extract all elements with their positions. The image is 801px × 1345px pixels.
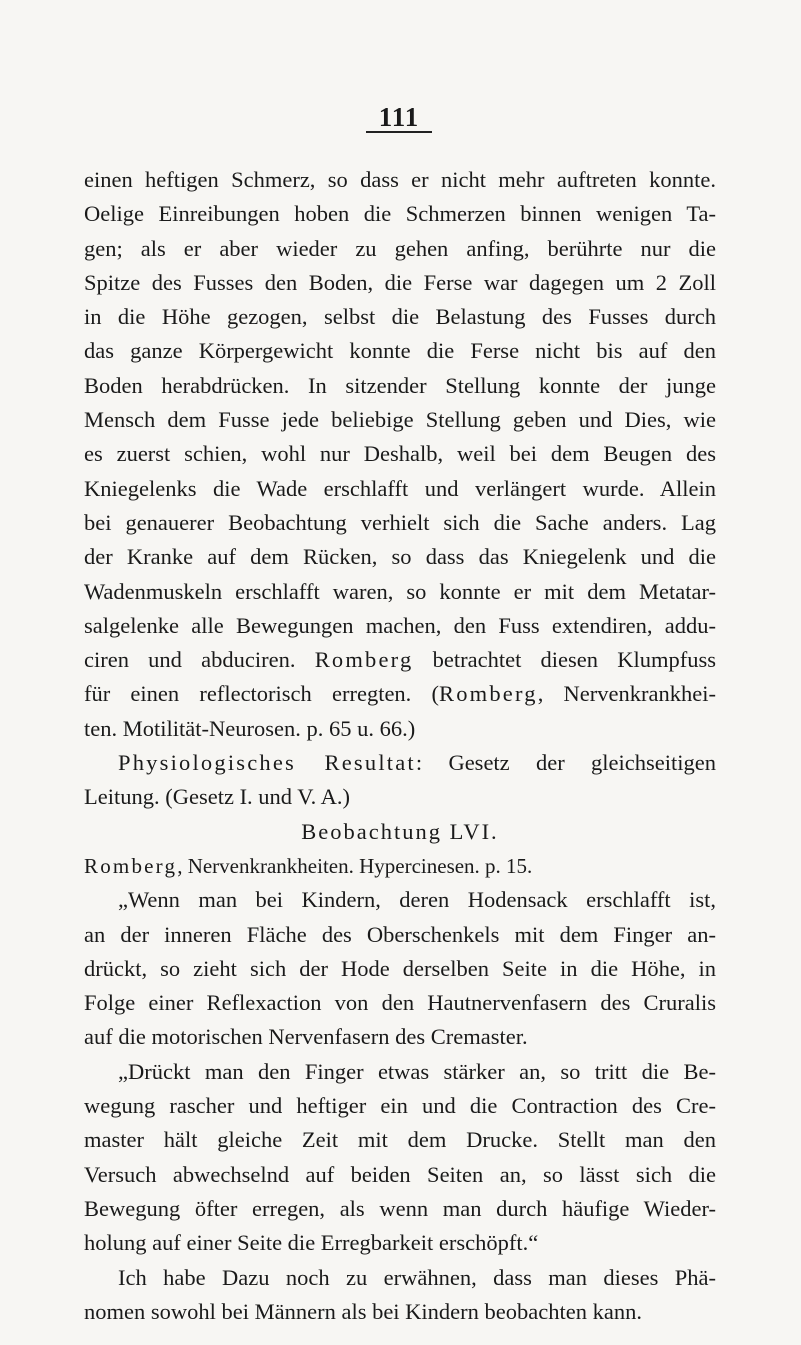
text-segment: betrachtet diesen Klumpfuss (413, 647, 716, 673)
text-line: Wadenmuskeln erschlafft waren, so konnte er mit dem Metatar- (84, 578, 716, 604)
text-line (84, 746, 716, 780)
result-label: Physiologisches Resultat (118, 750, 416, 776)
quote-line: holung auf einer Seite die Erregbarkeit erschöpft.“ (84, 1230, 539, 1256)
text-line: gen; als er aber wieder zu gehen anfing, berührte nur die (84, 235, 716, 261)
text-line: es zuerst schien, wohl nur Deshalb, weil bei dem Beugen des (84, 441, 716, 467)
text-segment: : Gesetz der gleichseitigen (415, 750, 716, 776)
text-line: Ich habe Dazu noch zu erwähnen, dass man dieses Phä- (118, 1264, 716, 1290)
text-segment: ciren und abduciren. (84, 647, 315, 673)
text-line: einen heftigen Schmerz, so dass er nicht mehr auftreten konnte. (84, 167, 716, 192)
text-line: der Kranke auf dem Rücken, so dass das Kniegelenk und die (84, 544, 716, 570)
quote-line: auf die motorischen Nervenfasern des Cremaster. (84, 1024, 528, 1050)
text-line: bei genauerer Beobachtung verhielt sich die Sache anders. Lag (84, 509, 716, 535)
quote-line: an der inneren Fläche des Oberschenkels mit dem Finger an- (84, 921, 716, 947)
text-line: Kniegelenks die Wade erschlafft und verlängert wurde. Allein (84, 475, 716, 501)
text-line (84, 643, 716, 677)
text-segment: , Nervenkrankhei- (537, 681, 716, 707)
text-line: Oelige Einreibungen hoben die Schmerzen binnen wenigen Ta- (84, 201, 716, 227)
page-number: 111 (366, 103, 432, 133)
text-line: Spitze des Fusses den Boden, die Ferse war dagegen um 2 Zoll (84, 269, 716, 295)
observation-heading: Beobachtung LVI. (301, 818, 499, 844)
text-line: salgelenke alle Bewegungen machen, den Fuss extendiren, addu- (84, 612, 716, 638)
text-line: nomen sowohl bei Männern als bei Kindern beobachten kann. (84, 1298, 642, 1324)
quote-line: „Wenn man bei Kindern, deren Hodensack erschlafft ist, (118, 887, 716, 913)
text-line: in die Höhe gezogen, selbst die Belastung des Fusses durch (84, 304, 716, 330)
author-name: Romberg (314, 647, 414, 673)
quote-line: Bewegung öfter erregen, als wenn man durch häufige Wieder- (84, 1195, 716, 1221)
author-name: Romberg (439, 681, 538, 707)
quote-line: Versuch abwechselnd auf beiden Seiten an, so lässt sich die (84, 1161, 716, 1187)
text-line: ten. Motilität-Neurosen. p. 65 u. 66.) (84, 715, 416, 741)
quote-line: „Drückt man den Finger etwas stärker an, so tritt die Be- (118, 1058, 716, 1084)
quote-line: Folge einer Reflexaction von den Hautnervenfasern des Cruralis (84, 990, 716, 1016)
text-line: das ganze Körpergewicht konnte die Ferse nicht bis auf den (84, 338, 716, 364)
quote-line: wegung rascher und heftiger ein und die Contraction des Cre- (84, 1093, 716, 1119)
author-name: Romberg (84, 853, 178, 878)
quote-line: master hält gleiche Zeit mit dem Drucke. Stellt man den (84, 1127, 716, 1153)
quote-line: drückt, so zieht sich der Hode derselben Seite in die Höhe, in (84, 955, 716, 981)
citation-text: , Nervenkrankheiten. Hypercinesen. p. 15. (177, 853, 533, 878)
body-text (84, 163, 716, 1329)
text-line (84, 677, 716, 711)
text-segment: für einen reflectorisch erregten. ( (84, 681, 439, 707)
citation-line (84, 849, 716, 883)
text-line: Boden herabdrücken. In sitzender Stellung konnte der junge (84, 372, 716, 398)
text-line: Leitung. (Gesetz I. und V. A.) (84, 784, 351, 810)
text-line: Mensch dem Fusse jede beliebige Stellung geben und Dies, wie (84, 407, 716, 433)
